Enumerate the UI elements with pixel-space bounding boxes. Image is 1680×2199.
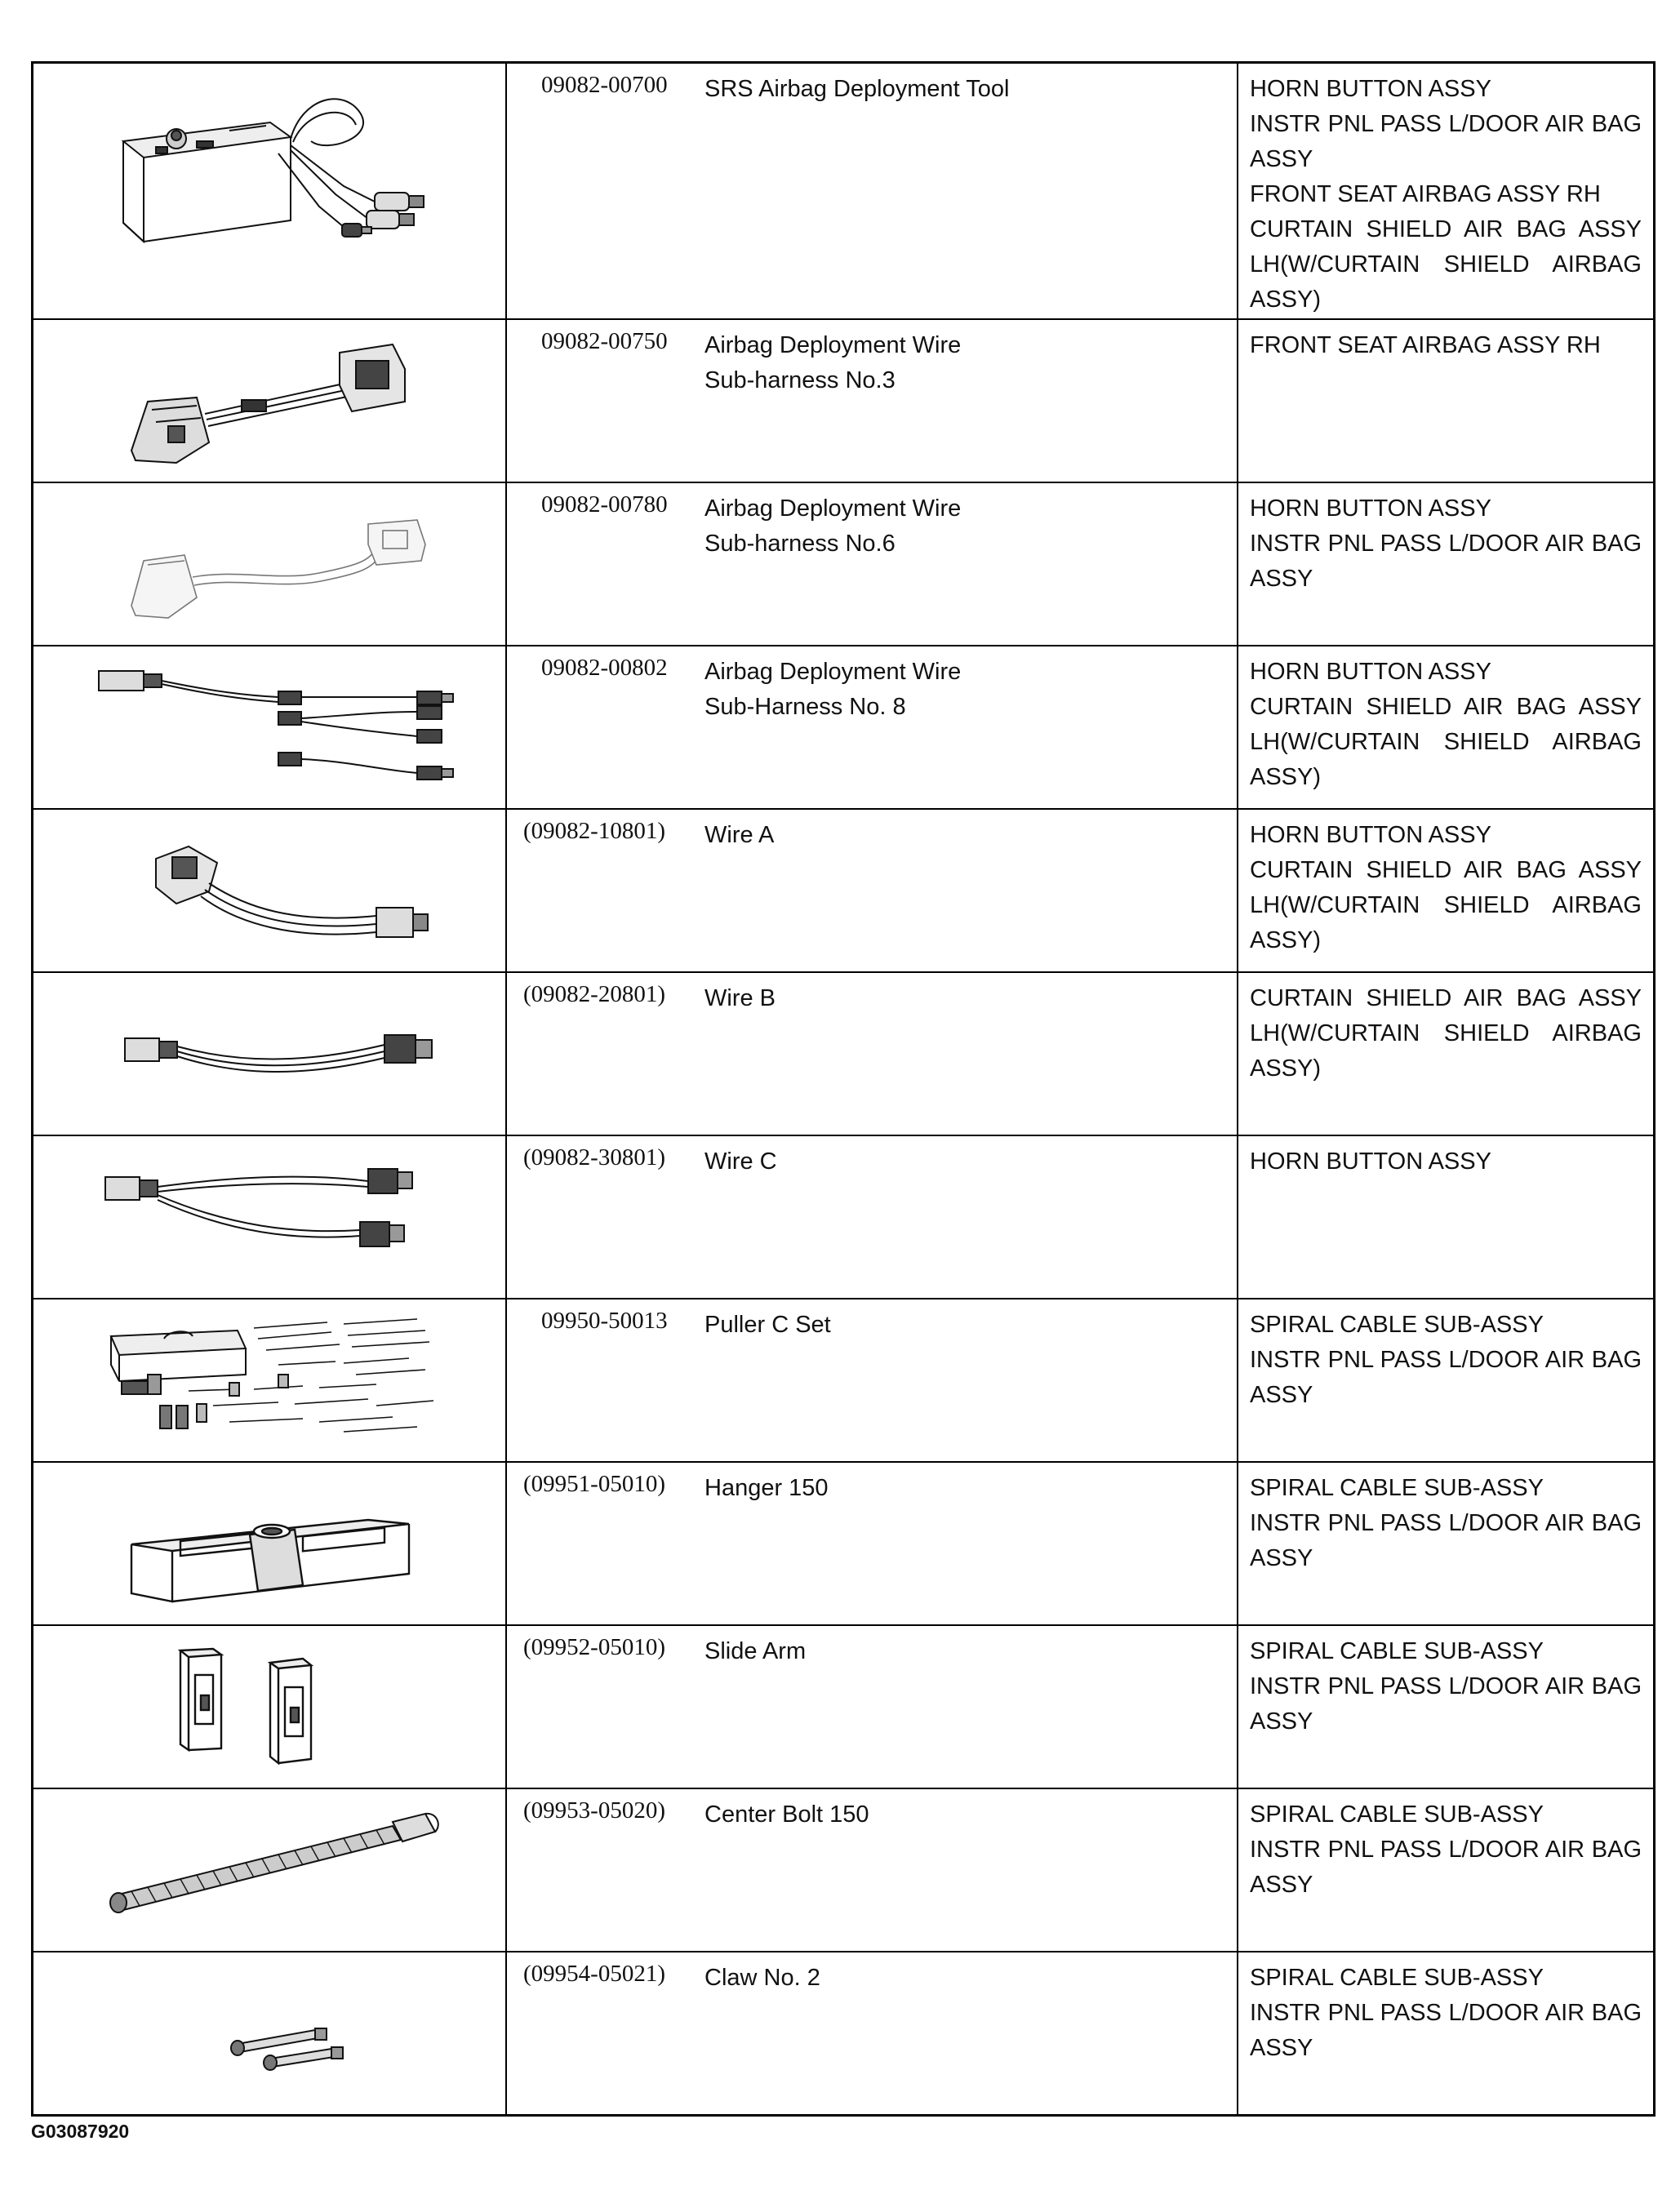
special-tools-table	[31, 61, 1656, 2117]
tool-illustration-cell	[33, 972, 507, 1135]
tool-name: Wire B	[704, 985, 776, 1011]
table-row	[33, 1788, 1655, 1952]
claw-icon	[33, 1952, 505, 2114]
usage-item: CURTAIN SHIELD AIR BAG ASSY LH(W/CURTAIN SHIELD AIRBAG ASSY)	[1250, 857, 1642, 953]
tool-name: Airbag Deployment Wire	[704, 332, 962, 358]
wire-icon	[33, 973, 505, 1135]
tool-name: Claw No. 2	[704, 1965, 820, 1991]
usage-item: HORN BUTTON ASSY	[1250, 659, 1491, 685]
tool-name: Airbag Deployment Wire	[704, 495, 962, 522]
part-number: (09954-05021)	[523, 1961, 665, 1987]
usage-item: SPIRAL CABLE SUB-ASSY	[1250, 1475, 1544, 1501]
part-number: 09082-00802	[541, 655, 668, 681]
table-row	[33, 809, 1655, 972]
table-row	[33, 63, 1655, 320]
tool-name: Center Bolt 150	[704, 1801, 869, 1828]
airbag-deployment-tool-icon	[33, 64, 505, 318]
tool-name: Hanger 150	[704, 1475, 829, 1501]
tool-name: Airbag Deployment Wire	[704, 659, 962, 685]
tool-name: Wire C	[704, 1148, 777, 1175]
table-row	[33, 1625, 1655, 1788]
tool-illustration-cell	[33, 809, 507, 972]
tool-name: Sub-harness No.6	[704, 531, 896, 557]
usage-item: INSTR PNL PASS L/DOOR AIR BAG ASSY	[1250, 1347, 1642, 1408]
part-number: 09082-00700	[541, 72, 668, 98]
tool-name: Puller C Set	[704, 1312, 831, 1338]
table-row	[33, 972, 1655, 1135]
wire-sub-harness-icon	[33, 646, 505, 808]
table-row	[33, 1952, 1655, 2116]
wire-sub-harness-icon	[33, 320, 505, 482]
tool-illustration-cell	[33, 1625, 507, 1788]
table-row	[33, 1299, 1655, 1462]
usage-item: CURTAIN SHIELD AIR BAG ASSY LH(W/CURTAIN SHIELD AIRBAG ASSY)	[1250, 985, 1642, 1082]
wire-icon	[33, 1136, 505, 1298]
usage-item: FRONT SEAT AIRBAG ASSY RH	[1250, 181, 1601, 207]
table-row	[33, 319, 1655, 482]
tool-name: Sub-harness No.3	[704, 367, 896, 393]
part-number: (09082-20801)	[523, 981, 665, 1007]
usage-item: HORN BUTTON ASSY	[1250, 76, 1491, 102]
center-bolt-icon	[33, 1789, 505, 1951]
part-number: (09953-05020)	[523, 1797, 665, 1824]
usage-item: HORN BUTTON ASSY	[1250, 495, 1491, 522]
usage-item: SPIRAL CABLE SUB-ASSY	[1250, 1965, 1544, 1991]
tool-illustration-cell	[33, 63, 507, 320]
wire-sub-harness-icon	[33, 483, 505, 645]
table-row	[33, 1135, 1655, 1299]
hanger-icon	[33, 1463, 505, 1624]
usage-item: SPIRAL CABLE SUB-ASSY	[1250, 1638, 1544, 1664]
part-number: 09082-00750	[541, 328, 668, 354]
tool-name: Slide Arm	[704, 1638, 807, 1664]
usage-item: SPIRAL CABLE SUB-ASSY	[1250, 1801, 1544, 1828]
tool-illustration-cell	[33, 1952, 507, 2116]
tool-illustration-cell	[33, 482, 507, 646]
part-number: 09082-00780	[541, 491, 668, 518]
table-row	[33, 482, 1655, 646]
puller-set-icon	[33, 1299, 505, 1461]
tool-illustration-cell	[33, 1135, 507, 1299]
figure-code: G03087920	[31, 2121, 130, 2142]
usage-item: INSTR PNL PASS L/DOOR AIR BAG ASSY	[1250, 111, 1642, 172]
usage-item: INSTR PNL PASS L/DOOR AIR BAG ASSY	[1250, 531, 1642, 592]
tool-illustration-cell	[33, 1462, 507, 1625]
usage-item: INSTR PNL PASS L/DOOR AIR BAG ASSY	[1250, 1673, 1642, 1735]
usage-item: CURTAIN SHIELD AIR BAG ASSY LH(W/CURTAIN SHIELD AIRBAG ASSY)	[1250, 694, 1642, 790]
part-number: (09952-05010)	[523, 1634, 665, 1660]
slide-arm-icon	[33, 1626, 505, 1788]
part-number: (09082-10801)	[523, 818, 665, 844]
usage-item: CURTAIN SHIELD AIR BAG ASSY LH(W/CURTAIN SHIELD AIRBAG ASSY)	[1250, 216, 1642, 313]
wire-icon	[33, 810, 505, 971]
tool-illustration-cell	[33, 319, 507, 482]
usage-item: HORN BUTTON ASSY	[1250, 1148, 1491, 1175]
tool-illustration-cell	[33, 1299, 507, 1462]
usage-item: SPIRAL CABLE SUB-ASSY	[1250, 1312, 1544, 1338]
tool-name: Wire A	[704, 822, 775, 848]
table-row	[33, 646, 1655, 809]
part-number: (09951-05010)	[523, 1471, 665, 1497]
usage-item: INSTR PNL PASS L/DOOR AIR BAG ASSY	[1250, 1510, 1642, 1571]
table-row	[33, 1462, 1655, 1625]
tool-name: Sub-Harness No. 8	[704, 694, 906, 720]
tool-illustration-cell	[33, 646, 507, 809]
part-number: (09082-30801)	[523, 1144, 665, 1171]
part-number: 09950-50013	[541, 1308, 668, 1334]
tool-illustration-cell	[33, 1788, 507, 1952]
usage-item: INSTR PNL PASS L/DOOR AIR BAG ASSY	[1250, 2000, 1642, 2061]
usage-item: HORN BUTTON ASSY	[1250, 822, 1491, 848]
usage-item: INSTR PNL PASS L/DOOR AIR BAG ASSY	[1250, 1837, 1642, 1898]
tool-name: SRS Airbag Deployment Tool	[704, 76, 1010, 102]
usage-item: FRONT SEAT AIRBAG ASSY RH	[1250, 332, 1601, 358]
